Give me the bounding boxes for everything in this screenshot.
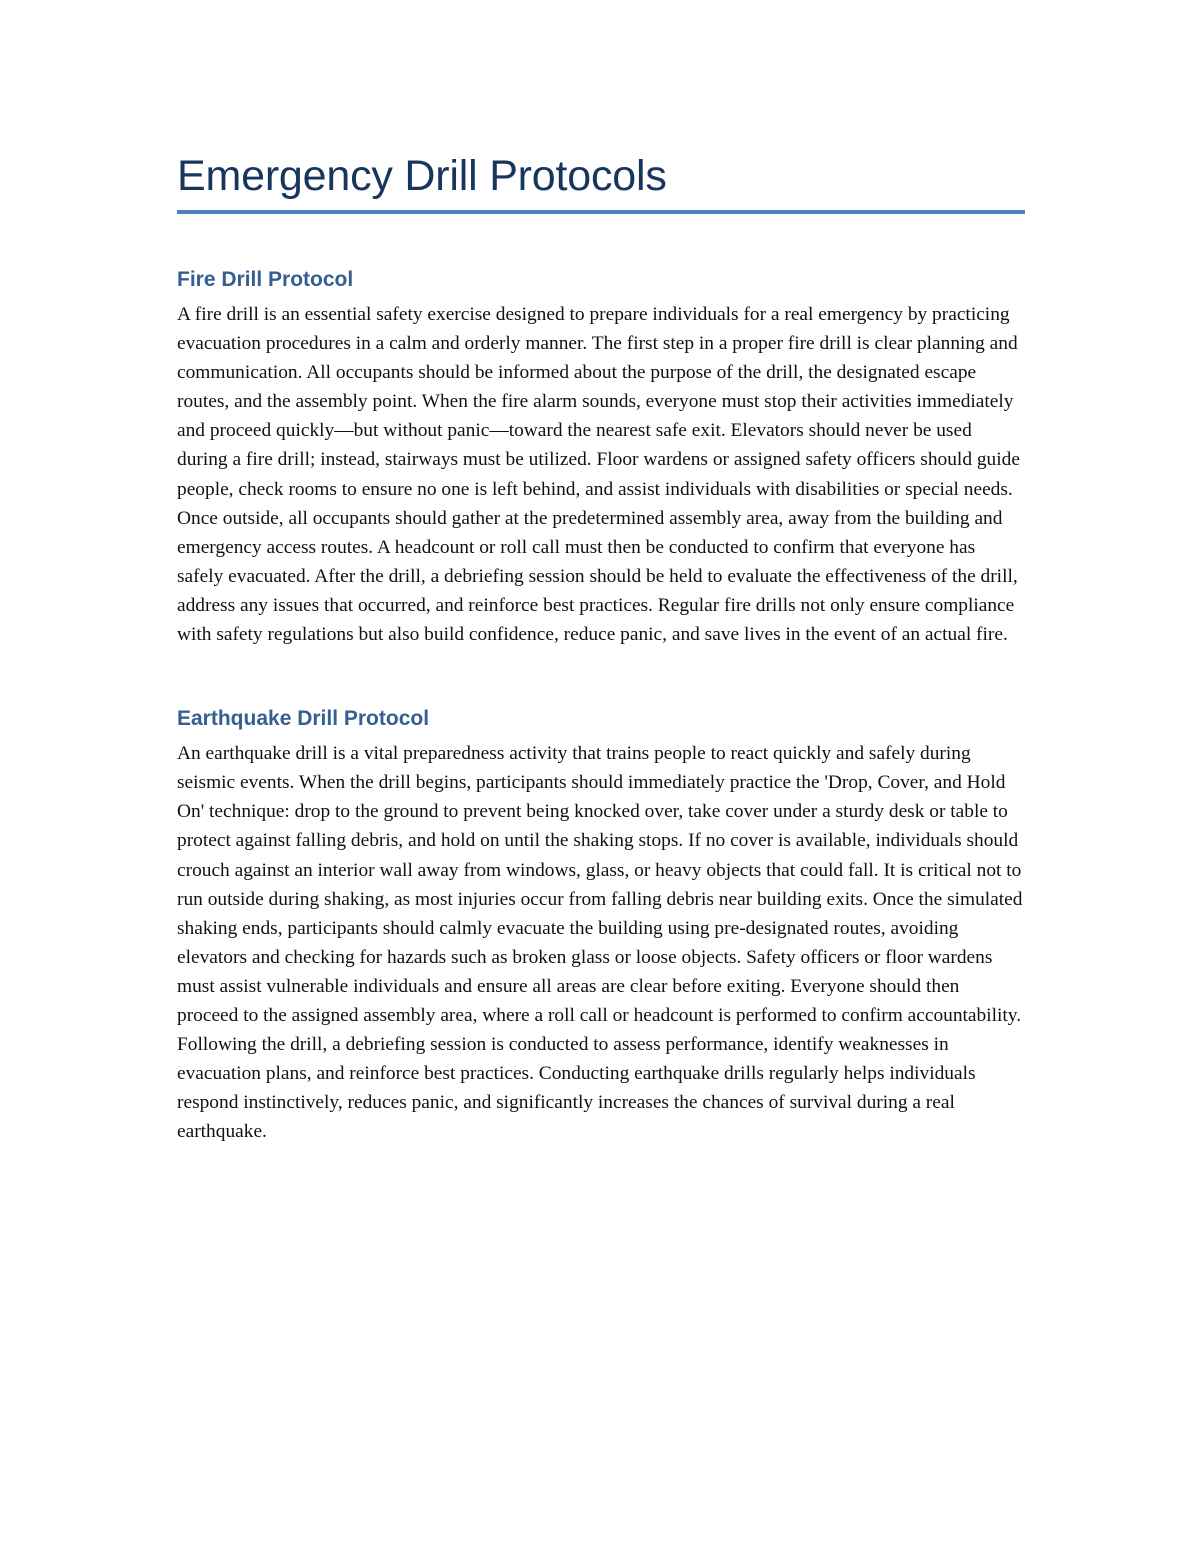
- fire-drill-section: [177, 266, 1025, 649]
- earthquake-drill-section: [177, 705, 1025, 1146]
- fire-drill-body: A fire drill is an essential safety exercise designed to prepare individuals for a real emergency by practicing evacuation procedures in a calm and orderly manner. The first step in a proper fire drill is clear planning and communication. All occupants should be informed about the purpose of the drill, the designated escape routes, and the assembly point. When the fire alarm sounds, everyone must stop their activities immediately and proceed quickly—but without panic—toward the nearest safe exit. Elevators should never be used during a fire drill; instead, stairways must be utilized. Floor wardens or assigned safety officers should guide people, check rooms to ensure no one is left behind, and assist individuals with disabilities or special needs. Once outside, all occupants should gather at the predetermined assembly area, away from the building and emergency access routes. A headcount or roll call must then be conducted to confirm that everyone has safely evacuated. After the drill, a debriefing session should be held to evaluate the effectiveness of the drill, address any issues that occurred, and reinforce best practices. Regular fire drills not only ensure compliance with safety regulations but also build confidence, reduce panic, and save lives in the event of an actual fire.: [177, 304, 1020, 646]
- document-title: Emergency Drill Protocols: [177, 152, 667, 200]
- document-page: [177, 150, 1025, 1146]
- earthquake-drill-body: An earthquake drill is a vital preparedness activity that trains people to react quickly and safely during seismic events. When the drill begins, participants should immediately practice the 'Drop, Cover, and Hold On' technique: drop to the ground to prevent being knocked over, take cover under a sturdy desk or table to protect against falling debris, and hold on until the shaking stops. If no cover is available, individuals should crouch against an interior wall away from windows, glass, or heavy objects that could fall. It is critical not to run outside during shaking, as most injuries occur from falling debris near building exits. Once the simulated shaking ends, participants should calmly evacuate the building using pre-designated routes, avoiding elevators and checking for hazards such as broken glass or loose objects. Safety officers or floor wardens must assist vulnerable individuals and ensure all areas are clear before exiting. Everyone should then proceed to the assigned assembly area, where a roll call or headcount is performed to confirm accountability. Following the drill, a debriefing session is conducted to assess performance, identify weaknesses in evacuation plans, and reinforce best practices. Conducting earthquake drills regularly helps individuals respond instinctively, reduces panic, and significantly increases the chances of survival during a real earthquake.: [177, 743, 1023, 1143]
- fire-drill-heading: Fire Drill Protocol: [177, 268, 354, 291]
- earthquake-drill-heading: Earthquake Drill Protocol: [177, 707, 430, 731]
- title-underline-rule: [177, 210, 1025, 214]
